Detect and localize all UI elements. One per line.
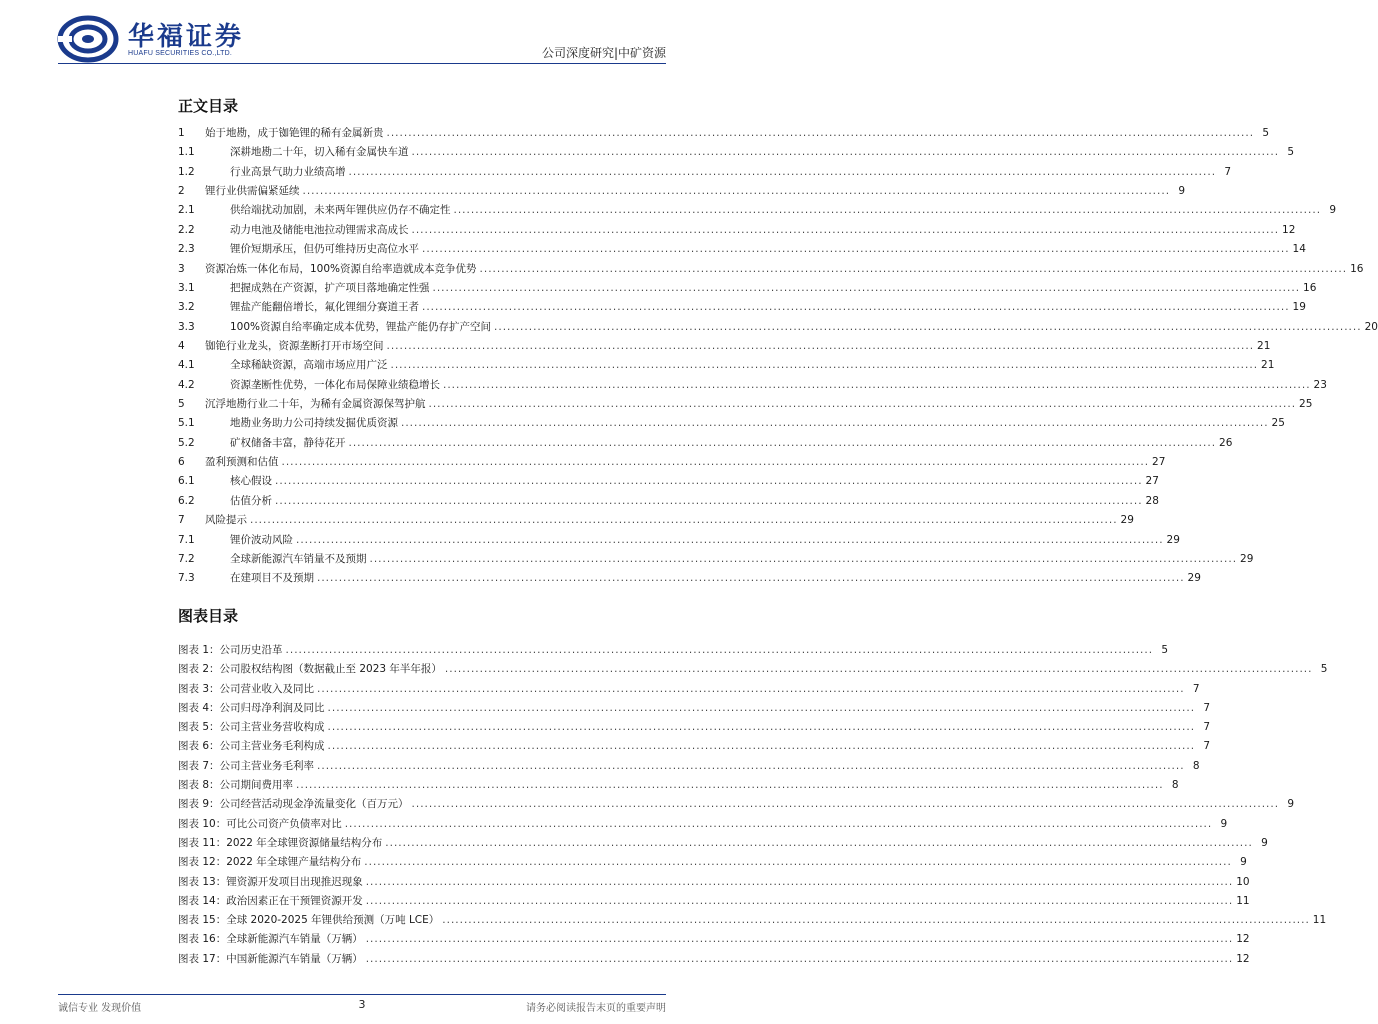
figure-leader-dots: ........................................................................................................................................................................................................ xyxy=(327,701,1196,714)
figure-entry-label: 图表 9：公司经营活动现金净流量变化（百万元） xyxy=(178,798,409,811)
toc-entry-number: 7.2 xyxy=(178,552,195,565)
toc-leader-dots: ........................................................................................................................................................................................................ xyxy=(401,417,1269,430)
footer-slogan: 诚信专业 发现价值 xyxy=(58,1003,142,1014)
toc-entry[interactable] xyxy=(178,202,1337,221)
figure-leader-dots: ........................................................................................................................................................................................................ xyxy=(285,644,1154,656)
figure-entry[interactable] xyxy=(178,719,1211,738)
figure-entry-label: 图表 8：公司期间费用率 xyxy=(178,779,294,792)
toc-entry-title: 在建项目不及预期 xyxy=(230,572,314,585)
toc-entry-number: 7.3 xyxy=(178,572,195,585)
toc-entry-number: 2.3 xyxy=(178,243,195,256)
figure-entry-page: 7 xyxy=(1203,721,1211,734)
toc-entry-number: 5.1 xyxy=(178,417,195,430)
toc-entry-number: 7.1 xyxy=(178,533,195,546)
toc-entry-number: 3.2 xyxy=(178,301,195,314)
toc-entry-page: 5 xyxy=(1262,127,1270,139)
toc-entry[interactable] xyxy=(178,570,1201,589)
toc-entry-title: 资源冶炼一体化布局，100%资源自给率造就成本竞争优势 xyxy=(205,262,477,275)
figure-entry-label: 图表 15：全球 2020-2025 年锂供给预测（万吨 LCE） xyxy=(178,914,440,927)
figure-entry[interactable] xyxy=(178,874,1250,893)
toc-entry-title: 始于地勘，成于铷铯锂的稀有金属新贵 xyxy=(205,127,384,139)
toc-leader-dots: ........................................................................................................................................................................................................ xyxy=(428,398,1297,411)
toc-leader-dots: ........................................................................................................................................................................................................ xyxy=(317,572,1185,585)
brand-name-cn: 华福证券 xyxy=(128,22,245,52)
figure-entry[interactable] xyxy=(178,681,1200,700)
toc-leader-dots: ........................................................................................................................................................................................................ xyxy=(386,127,1255,139)
toc-entry-title: 锂盐产能翻倍增长，氟化锂细分赛道王者 xyxy=(230,301,419,314)
toc-entry-number: 4 xyxy=(178,339,185,352)
toc-entry-number: 3.3 xyxy=(178,320,195,333)
toc-entry-title: 把握成熟在产资源，扩产项目落地确定性强 xyxy=(230,281,430,294)
toc-entry[interactable] xyxy=(178,338,1271,357)
toc-entry-number: 3.1 xyxy=(178,281,195,294)
figure-leader-dots: ........................................................................................................................................................................................................ xyxy=(327,740,1196,753)
toc-entry-title: 沉浮地勘行业二十年，为稀有金属资源保驾护航 xyxy=(205,398,426,411)
toc-entry-number: 6.2 xyxy=(178,494,195,507)
figure-entry[interactable] xyxy=(178,912,1327,931)
toc-entry-number: 1.2 xyxy=(178,165,195,178)
toc-entry-title: 行业高景气助力业绩高增 xyxy=(230,165,346,178)
toc-entry-page: 25 xyxy=(1299,398,1313,411)
figure-entry-label: 图表 12：2022 年全球锂产量结构分布 xyxy=(178,856,362,869)
report-type: 公司深度研究|中矿资源 xyxy=(541,46,666,60)
figure-entry-page: 12 xyxy=(1236,933,1250,946)
figure-entry-label: 图表 1：公司历史沿革 xyxy=(178,644,283,656)
figure-leader-dots: ........................................................................................................................................................................................................ xyxy=(344,817,1213,830)
toc-entry-number: 4.1 xyxy=(178,359,195,372)
toc-entry-title: 地勘业务助力公司持续发掘优质资源 xyxy=(230,417,398,430)
figures-title: 图表目录 xyxy=(178,607,239,625)
figure-entry-label: 图表 14：政治因素正在干预锂资源开发 xyxy=(178,894,363,907)
toc-entry[interactable] xyxy=(178,164,1232,183)
figure-entry-label: 图表 7：公司主营业务毛利率 xyxy=(178,759,315,772)
figure-leader-dots: ........................................................................................................................................................................................................ xyxy=(364,856,1232,869)
brand-logo xyxy=(58,14,248,64)
brand-name-en: HUAFU SECURITIES CO.,LTD. xyxy=(128,50,233,57)
toc-leader-dots: ........................................................................................................................................................................................................ xyxy=(302,185,1171,198)
footer-disclaimer: 请务必阅读报告末页的重要声明 xyxy=(526,1003,666,1014)
toc-entry-page: 21 xyxy=(1257,339,1271,352)
toc-title: 正文目录 xyxy=(178,97,239,115)
toc-entry-page: 29 xyxy=(1166,533,1180,546)
toc-entry-page: 16 xyxy=(1303,281,1317,294)
toc-entry-title: 锂行业供需偏紧延续 xyxy=(205,185,300,198)
toc-entry-number: 6.1 xyxy=(178,475,195,488)
header-divider xyxy=(58,63,666,64)
toc-leader-dots: ........................................................................................................................................................................................................ xyxy=(390,359,1259,372)
toc-entry-page: 28 xyxy=(1145,494,1159,507)
figure-entry[interactable] xyxy=(178,738,1211,757)
figure-leader-dots: ........................................................................................................................................................................................................ xyxy=(317,759,1185,772)
toc-leader-dots: ........................................................................................................................................................................................................ xyxy=(411,223,1280,236)
toc-entry-number: 3 xyxy=(178,262,185,275)
toc-entry-page: 5 xyxy=(1287,146,1295,159)
toc-entry-title: 全球稀缺资源，高端市场应用广泛 xyxy=(230,359,388,372)
toc-entry-page: 9 xyxy=(1329,204,1337,217)
toc-leader-dots: ........................................................................................................................................................................................................ xyxy=(494,320,1362,333)
figure-entry-page: 9 xyxy=(1220,817,1228,830)
figure-entry-page: 9 xyxy=(1261,836,1268,849)
figure-entry[interactable] xyxy=(178,816,1228,835)
toc-leader-dots: ........................................................................................................................................................................................................ xyxy=(275,475,1143,488)
toc-entry-page: 27 xyxy=(1152,456,1166,469)
toc-entry[interactable] xyxy=(178,512,1134,531)
figure-entry[interactable] xyxy=(178,854,1247,873)
toc-entry-page: 25 xyxy=(1271,417,1285,430)
figure-entry-page: 8 xyxy=(1171,779,1179,792)
toc-entry-title: 深耕地勘二十年，切入稀有金属快车道 xyxy=(230,146,409,159)
toc-leader-dots: ........................................................................................................................................................................................................ xyxy=(296,533,1164,546)
toc-leader-dots: ........................................................................................................................................................................................................ xyxy=(348,436,1217,449)
toc-entry[interactable] xyxy=(178,454,1166,473)
toc-leader-dots: ........................................................................................................................................................................................................ xyxy=(479,262,1348,275)
figure-entry[interactable] xyxy=(178,835,1268,854)
toc-leader-dots: ........................................................................................................................................................................................................ xyxy=(411,146,1280,159)
toc-entry-page: 9 xyxy=(1178,185,1186,198)
figure-entry-page: 5 xyxy=(1320,663,1328,676)
page-number: 3 xyxy=(358,998,366,1011)
figure-leader-dots: ........................................................................................................................................................................................................ xyxy=(296,779,1164,792)
toc-entry-page: 26 xyxy=(1219,436,1233,449)
toc-leader-dots: ........................................................................................................................................................................................................ xyxy=(275,494,1143,507)
figure-entry-page: 8 xyxy=(1192,759,1200,772)
figure-entry[interactable] xyxy=(178,893,1250,912)
figure-leader-dots: ........................................................................................................................................................................................................ xyxy=(317,682,1185,695)
toc-leader-dots: ........................................................................................................................................................................................................ xyxy=(432,281,1301,294)
toc-entry[interactable] xyxy=(178,415,1285,434)
figure-entry[interactable] xyxy=(178,777,1179,796)
figure-entry[interactable] xyxy=(178,931,1250,950)
figure-entry-page: 7 xyxy=(1192,682,1200,695)
figure-leader-dots: ........................................................................................................................................................................................................ xyxy=(365,894,1234,907)
toc-entry-page: 20 xyxy=(1364,320,1378,333)
toc-entry-title: 铷铯行业龙头，资源垄断打开市场空间 xyxy=(205,339,384,352)
toc-entry[interactable] xyxy=(178,144,1295,163)
figure-entry-page: 9 xyxy=(1287,798,1295,811)
figure-entry-label: 图表 2：公司股权结构图（数据截止至 2023 年半年报） xyxy=(178,663,442,676)
toc-entry-page: 16 xyxy=(1350,262,1364,275)
toc-entry[interactable] xyxy=(178,357,1275,376)
figure-entry-page: 11 xyxy=(1312,914,1327,927)
figure-entry-label: 图表 6：公司主营业务毛利构成 xyxy=(178,740,325,753)
toc-entry-page: 21 xyxy=(1261,359,1275,372)
toc-entry-page: 27 xyxy=(1145,475,1159,488)
figure-entry[interactable] xyxy=(178,642,1169,661)
toc-entry[interactable] xyxy=(178,551,1254,570)
toc-entry[interactable] xyxy=(178,435,1233,454)
toc-entry-page: 14 xyxy=(1292,243,1306,256)
toc-entry-title: 估值分析 xyxy=(230,494,272,507)
toc-entry[interactable] xyxy=(178,241,1306,260)
figure-entry[interactable] xyxy=(178,758,1200,777)
toc-entry-page: 7 xyxy=(1224,165,1232,178)
figure-leader-dots: ........................................................................................................................................................................................................ xyxy=(365,933,1234,946)
toc-leader-dots: ........................................................................................................................................................................................................ xyxy=(348,165,1217,178)
toc-entry-title: 100%资源自给率确定成本优势，锂盐产能仍存扩产空间 xyxy=(230,320,492,333)
figure-entry-label: 图表 10：可比公司资产负债率对比 xyxy=(178,817,342,830)
toc-leader-dots: ........................................................................................................................................................................................................ xyxy=(422,301,1290,314)
figure-leader-dots: ........................................................................................................................................................................................................ xyxy=(327,721,1196,734)
figure-entry-label: 图表 16：全球新能源汽车销量（万辆） xyxy=(178,933,363,946)
toc-list xyxy=(178,125,1378,590)
toc-leader-dots: ........................................................................................................................................................................................................ xyxy=(250,514,1118,527)
toc-entry[interactable] xyxy=(178,396,1313,415)
toc-entry-title: 供给端扰动加剧，未来两年锂供应仍存不确定性 xyxy=(230,204,451,217)
figures-list xyxy=(178,642,1328,970)
figure-entry[interactable] xyxy=(178,951,1250,970)
figure-leader-dots: ........................................................................................................................................................................................................ xyxy=(442,914,1310,927)
toc-entry-title: 盈利预测和估值 xyxy=(205,456,279,469)
toc-entry-number: 2.2 xyxy=(178,223,195,236)
figure-entry-page: 9 xyxy=(1240,856,1247,869)
toc-entry-number: 5.2 xyxy=(178,436,195,449)
figure-entry-page: 12 xyxy=(1236,952,1250,965)
toc-entry[interactable] xyxy=(178,125,1270,144)
toc-entry[interactable] xyxy=(178,377,1327,396)
toc-entry[interactable] xyxy=(178,183,1186,202)
figure-entry[interactable] xyxy=(178,700,1211,719)
toc-entry-number: 2 xyxy=(178,185,185,198)
toc-entry[interactable] xyxy=(178,280,1317,299)
footer-divider xyxy=(58,994,666,995)
toc-leader-dots: ........................................................................................................................................................................................................ xyxy=(386,339,1255,352)
toc-entry-page: 29 xyxy=(1187,572,1201,585)
toc-entry-page: 29 xyxy=(1240,552,1254,565)
toc-entry-number: 1.1 xyxy=(178,146,195,159)
toc-entry[interactable] xyxy=(178,532,1180,551)
toc-entry-page: 19 xyxy=(1292,301,1306,314)
toc-entry-number: 4.2 xyxy=(178,378,195,391)
figure-entry-label: 图表 4：公司归母净利润及同比 xyxy=(178,701,325,714)
toc-entry-page: 29 xyxy=(1120,514,1134,527)
toc-leader-dots: ........................................................................................................................................................................................................ xyxy=(281,456,1150,469)
figure-leader-dots: ........................................................................................................................................................................................................ xyxy=(365,952,1234,965)
toc-entry-title: 资源垄断性优势，一体化布局保障业绩稳增长 xyxy=(230,378,440,391)
figure-entry-label: 图表 5：公司主营业务营收构成 xyxy=(178,721,325,734)
toc-entry[interactable] xyxy=(178,261,1364,280)
figure-entry-label: 图表 11：2022 年全球锂资源储量结构分布 xyxy=(178,836,383,849)
figure-entry-page: 11 xyxy=(1236,894,1250,907)
figure-entry-label: 图表 3：公司营业收入及同比 xyxy=(178,682,315,695)
toc-entry-title: 锂价短期承压，但仍可维持历史高位水平 xyxy=(230,243,419,256)
toc-entry[interactable] xyxy=(178,299,1306,318)
toc-entry-number: 7 xyxy=(178,514,185,527)
toc-entry-number: 1 xyxy=(178,127,185,139)
toc-leader-dots: ........................................................................................................................................................................................................ xyxy=(443,378,1311,391)
toc-leader-dots: ........................................................................................................................................................................................................ xyxy=(422,243,1290,256)
figure-leader-dots: ........................................................................................................................................................................................................ xyxy=(411,798,1280,811)
toc-entry-title: 风险提示 xyxy=(205,514,247,527)
toc-leader-dots: ........................................................................................................................................................................................................ xyxy=(369,552,1238,565)
toc-entry-number: 2.1 xyxy=(178,204,195,217)
figure-entry-page: 10 xyxy=(1236,875,1250,888)
figure-entry-label: 图表 17：中国新能源汽车销量（万辆） xyxy=(178,952,363,965)
toc-entry-title: 动力电池及储能电池拉动锂需求高成长 xyxy=(230,223,409,236)
toc-entry-title: 锂价波动风险 xyxy=(230,533,293,546)
figure-entry-page: 5 xyxy=(1161,644,1169,656)
toc-entry-title: 全球新能源汽车销量不及预期 xyxy=(230,552,367,565)
figure-leader-dots: ........................................................................................................................................................................................................ xyxy=(385,836,1253,849)
huafu-logo-icon xyxy=(58,14,120,64)
toc-entry-page: 12 xyxy=(1282,223,1296,236)
toc-entry[interactable] xyxy=(178,493,1159,512)
figure-entry-label: 图表 13：锂资源开发项目出现推迟现象 xyxy=(178,875,363,888)
figure-entry-page: 7 xyxy=(1203,740,1211,753)
toc-entry-title: 核心假设 xyxy=(230,475,272,488)
toc-entry-title: 矿权储备丰富，静待花开 xyxy=(230,436,346,449)
toc-entry[interactable] xyxy=(178,319,1378,338)
toc-entry[interactable] xyxy=(178,222,1296,241)
toc-entry[interactable] xyxy=(178,473,1159,492)
figure-leader-dots: ........................................................................................................................................................................................................ xyxy=(365,875,1234,888)
figure-leader-dots: ........................................................................................................................................................................................................ xyxy=(444,663,1313,676)
figure-entry[interactable] xyxy=(178,796,1295,815)
toc-entry-number: 5 xyxy=(178,398,185,411)
toc-leader-dots: ........................................................................................................................................................................................................ xyxy=(453,204,1322,217)
figure-entry-page: 7 xyxy=(1203,701,1211,714)
figure-entry[interactable] xyxy=(178,661,1328,680)
toc-entry-number: 6 xyxy=(178,456,185,469)
toc-entry-page: 23 xyxy=(1313,378,1327,391)
